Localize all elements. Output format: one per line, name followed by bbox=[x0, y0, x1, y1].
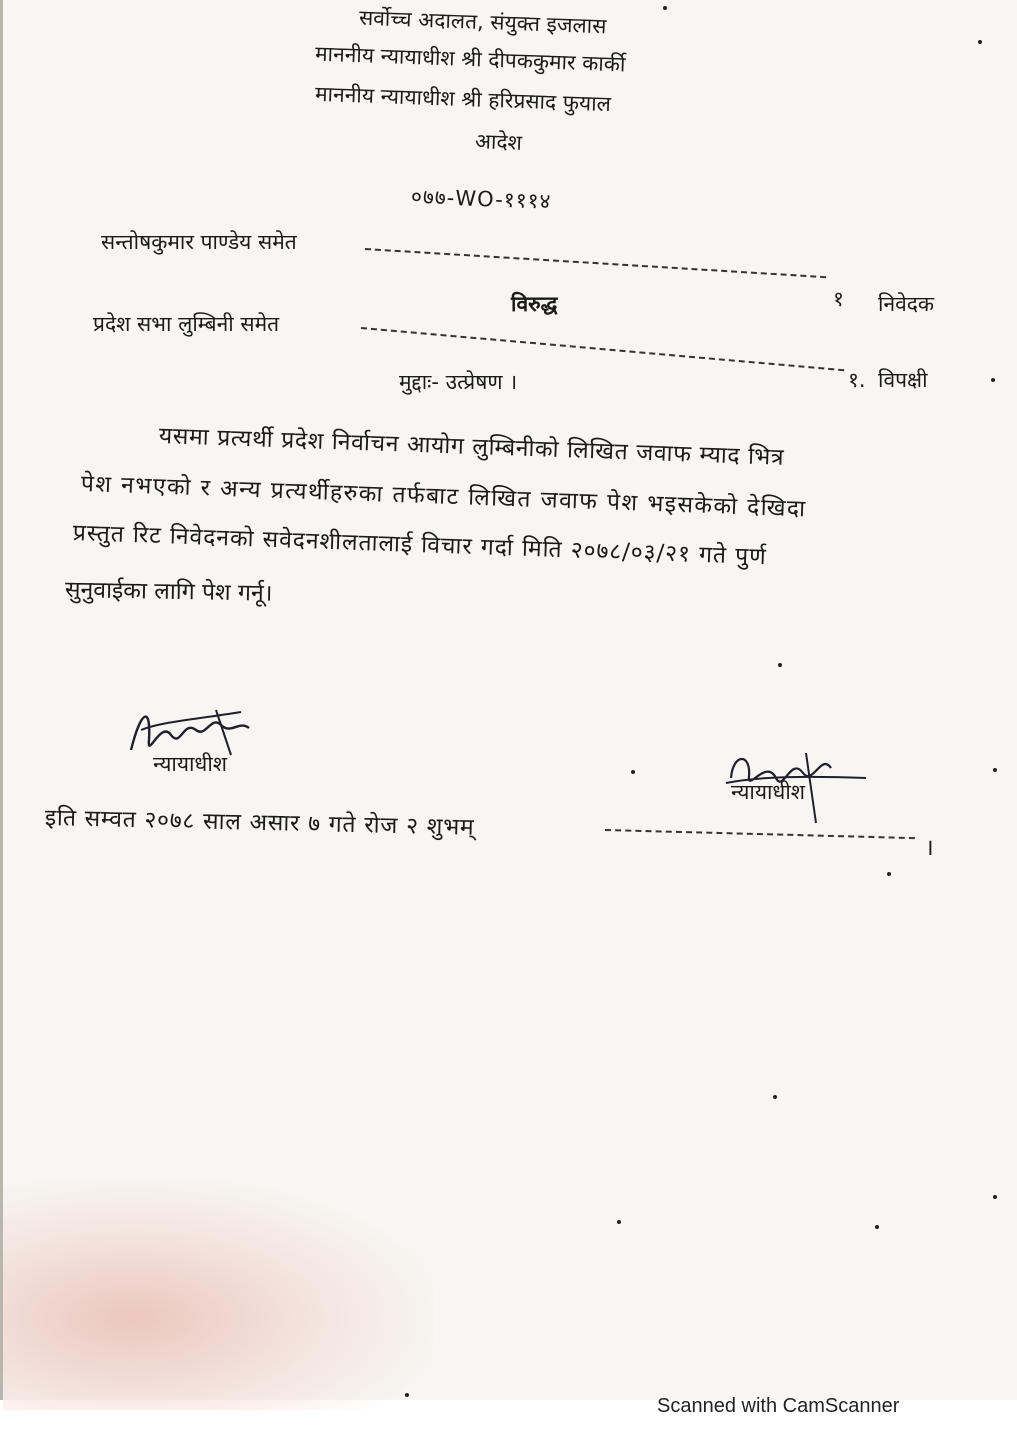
scanner-watermark: Scanned with CamScanner bbox=[657, 1395, 900, 1417]
scan-speck bbox=[991, 378, 995, 382]
petitioner-dash-line bbox=[365, 248, 826, 278]
case-number: ०७७-WO-१११४ bbox=[410, 184, 552, 214]
justice-1-name: माननीय न्यायाधीश श्री दीपककुमार कार्की bbox=[314, 41, 626, 77]
date-line: इति सम्वत २०७८ साल असार ७ गते रोज २ शुभम् bbox=[44, 805, 475, 841]
scan-speck bbox=[773, 1095, 777, 1099]
scan-speck bbox=[405, 1393, 409, 1397]
scan-speck bbox=[663, 6, 667, 10]
order-line-4: सुनुवाईका लागि पेश गर्नू। bbox=[64, 577, 273, 607]
respondent-role: विपक्षी bbox=[878, 368, 928, 392]
petitioner-role: निवेदक bbox=[878, 292, 935, 316]
court-name: सर्वोच्च अदालत, संयुक्त इजलास bbox=[358, 5, 607, 39]
scan-speck bbox=[617, 1220, 621, 1224]
scan-speck bbox=[887, 872, 891, 876]
order-line-2: पेश नभएको र अन्य प्रत्यर्थीहरुका तर्फबाट लिखित जवाफ पेश भइसकेको देखिदा bbox=[80, 471, 807, 523]
left-signature-label: न्यायाधीश bbox=[153, 752, 228, 776]
date-dash-line bbox=[605, 829, 915, 839]
scan-speck bbox=[978, 40, 982, 44]
scan-speck bbox=[631, 770, 635, 774]
petitioner-count: १ bbox=[833, 287, 844, 311]
scan-speck bbox=[993, 1195, 997, 1199]
justice-2-name: माननीय न्यायाधीश श्री हरिप्रसाद फुयाल bbox=[314, 81, 612, 117]
scan-speck bbox=[778, 663, 782, 667]
scan-speck bbox=[875, 1225, 879, 1229]
respondent-dash-line bbox=[361, 327, 844, 371]
scan-speck bbox=[993, 768, 997, 772]
order-line-1: यसमा प्रत्यर्थी प्रदेश निर्वाचन आयोग लुम्बिनीको लिखित जवाफ म्याद भित्र bbox=[158, 423, 785, 471]
right-signature-label: न्यायाधीश bbox=[731, 780, 806, 804]
case-subject: मुद्दाः- उत्प्रेषण । bbox=[399, 370, 518, 394]
paper-stain bbox=[3, 1180, 433, 1410]
respondent-name: प्रदेश सभा लुम्बिनी समेत bbox=[93, 312, 280, 336]
order-title: आदेश bbox=[474, 129, 523, 155]
versus-label: विरुद्ध bbox=[511, 292, 558, 316]
date-line-end: । bbox=[925, 835, 934, 861]
respondent-count: १. bbox=[848, 368, 866, 392]
order-line-3: प्रस्तुत रिट निवेदनको सवेदनशीलतालाई विचार गर्दा मिति २०७८/०३/२१ गते पुर्ण bbox=[72, 520, 768, 571]
petitioner-name: सन्तोषकुमार पाण्डेय समेत bbox=[101, 230, 297, 254]
